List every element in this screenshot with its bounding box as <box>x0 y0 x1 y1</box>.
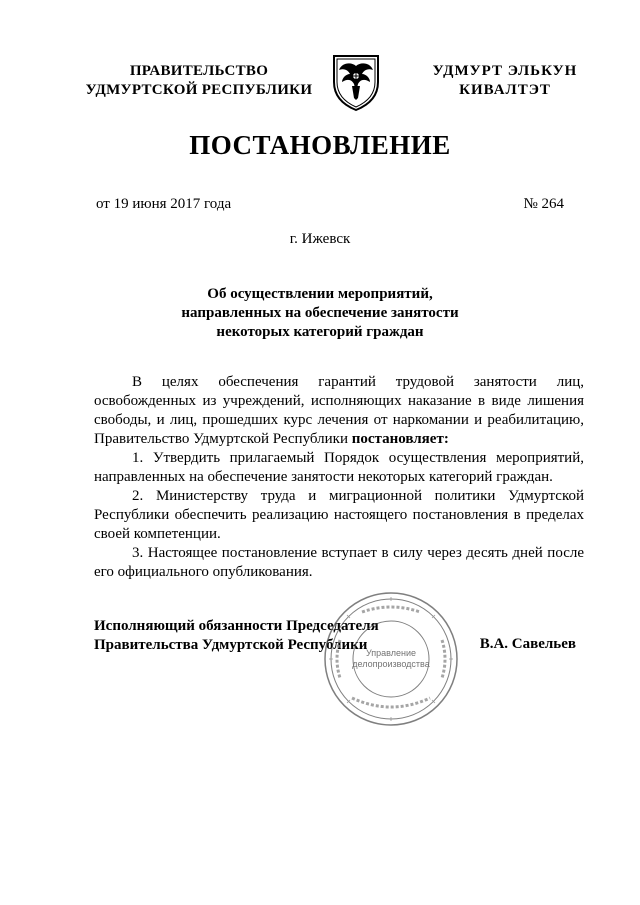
stamp-text-line2: делопроизводства <box>352 659 430 669</box>
subject-line1: Об осуществлении мероприятий, <box>207 286 433 302</box>
preamble-text: В целях обеспечения гарантий трудовой занятости лиц, освобожденных из учреждений, исполняющих наказание в виде лишения свободы, и лиц, прошедших курс лечения от наркомании и реабилитацию, Правительство Удмуртской Республики <box>94 374 584 447</box>
body-paragraph-item3: 3. Настоящее постановление вступает в силу через десять дней после его официального опубликования. <box>94 545 584 580</box>
header-right-line1: УДМУРТ ЭЛЬКУН <box>432 63 578 79</box>
signer-position-line2: Правительства Удмуртской Республики <box>94 637 368 653</box>
document-date: от 19 июня 2017 года <box>96 196 232 212</box>
body-paragraph-item1: 1. Утвердить прилагаемый Порядок осуществления мероприятий, направленных на обеспечение занятости некоторых категорий граждан. <box>94 450 584 485</box>
signer-position-line1: Исполняющий обязанности Председателя <box>94 618 379 634</box>
subject-line2: направленных на обеспечение занятости <box>181 305 459 321</box>
document-number: № 264 <box>523 196 564 212</box>
signer-name: В.А. Савельев <box>479 636 576 652</box>
header-government-ru <box>84 62 314 100</box>
preamble-resolves: постановляет: <box>351 431 449 447</box>
official-stamp-icon <box>322 590 460 728</box>
document-body <box>94 373 584 582</box>
udmurtia-coat-of-arms-icon <box>330 52 382 112</box>
header-left-line2: УДМУРТСКОЙ РЕСПУБЛИКИ <box>85 82 313 98</box>
body-paragraph-preamble <box>94 373 584 449</box>
header-right-line2: КИВАЛТЭТ <box>459 82 551 98</box>
header-government-udm <box>420 62 590 100</box>
subject-line3: некоторых категорий граждан <box>216 324 424 340</box>
body-paragraph-item2: 2. Министерству труда и миграционной политики Удмуртской Республики обеспечить реализацию настоящего постановления в пределах своей компетенции. <box>94 488 584 542</box>
document-subject <box>0 285 640 342</box>
stamp-text-line1: Управление <box>365 648 417 658</box>
header-left-line1: ПРАВИТЕЛЬСТВО <box>129 63 269 79</box>
document-title: ПОСТАНОВЛЕНИЕ <box>189 130 451 160</box>
document-city: г. Ижевск <box>289 231 351 247</box>
